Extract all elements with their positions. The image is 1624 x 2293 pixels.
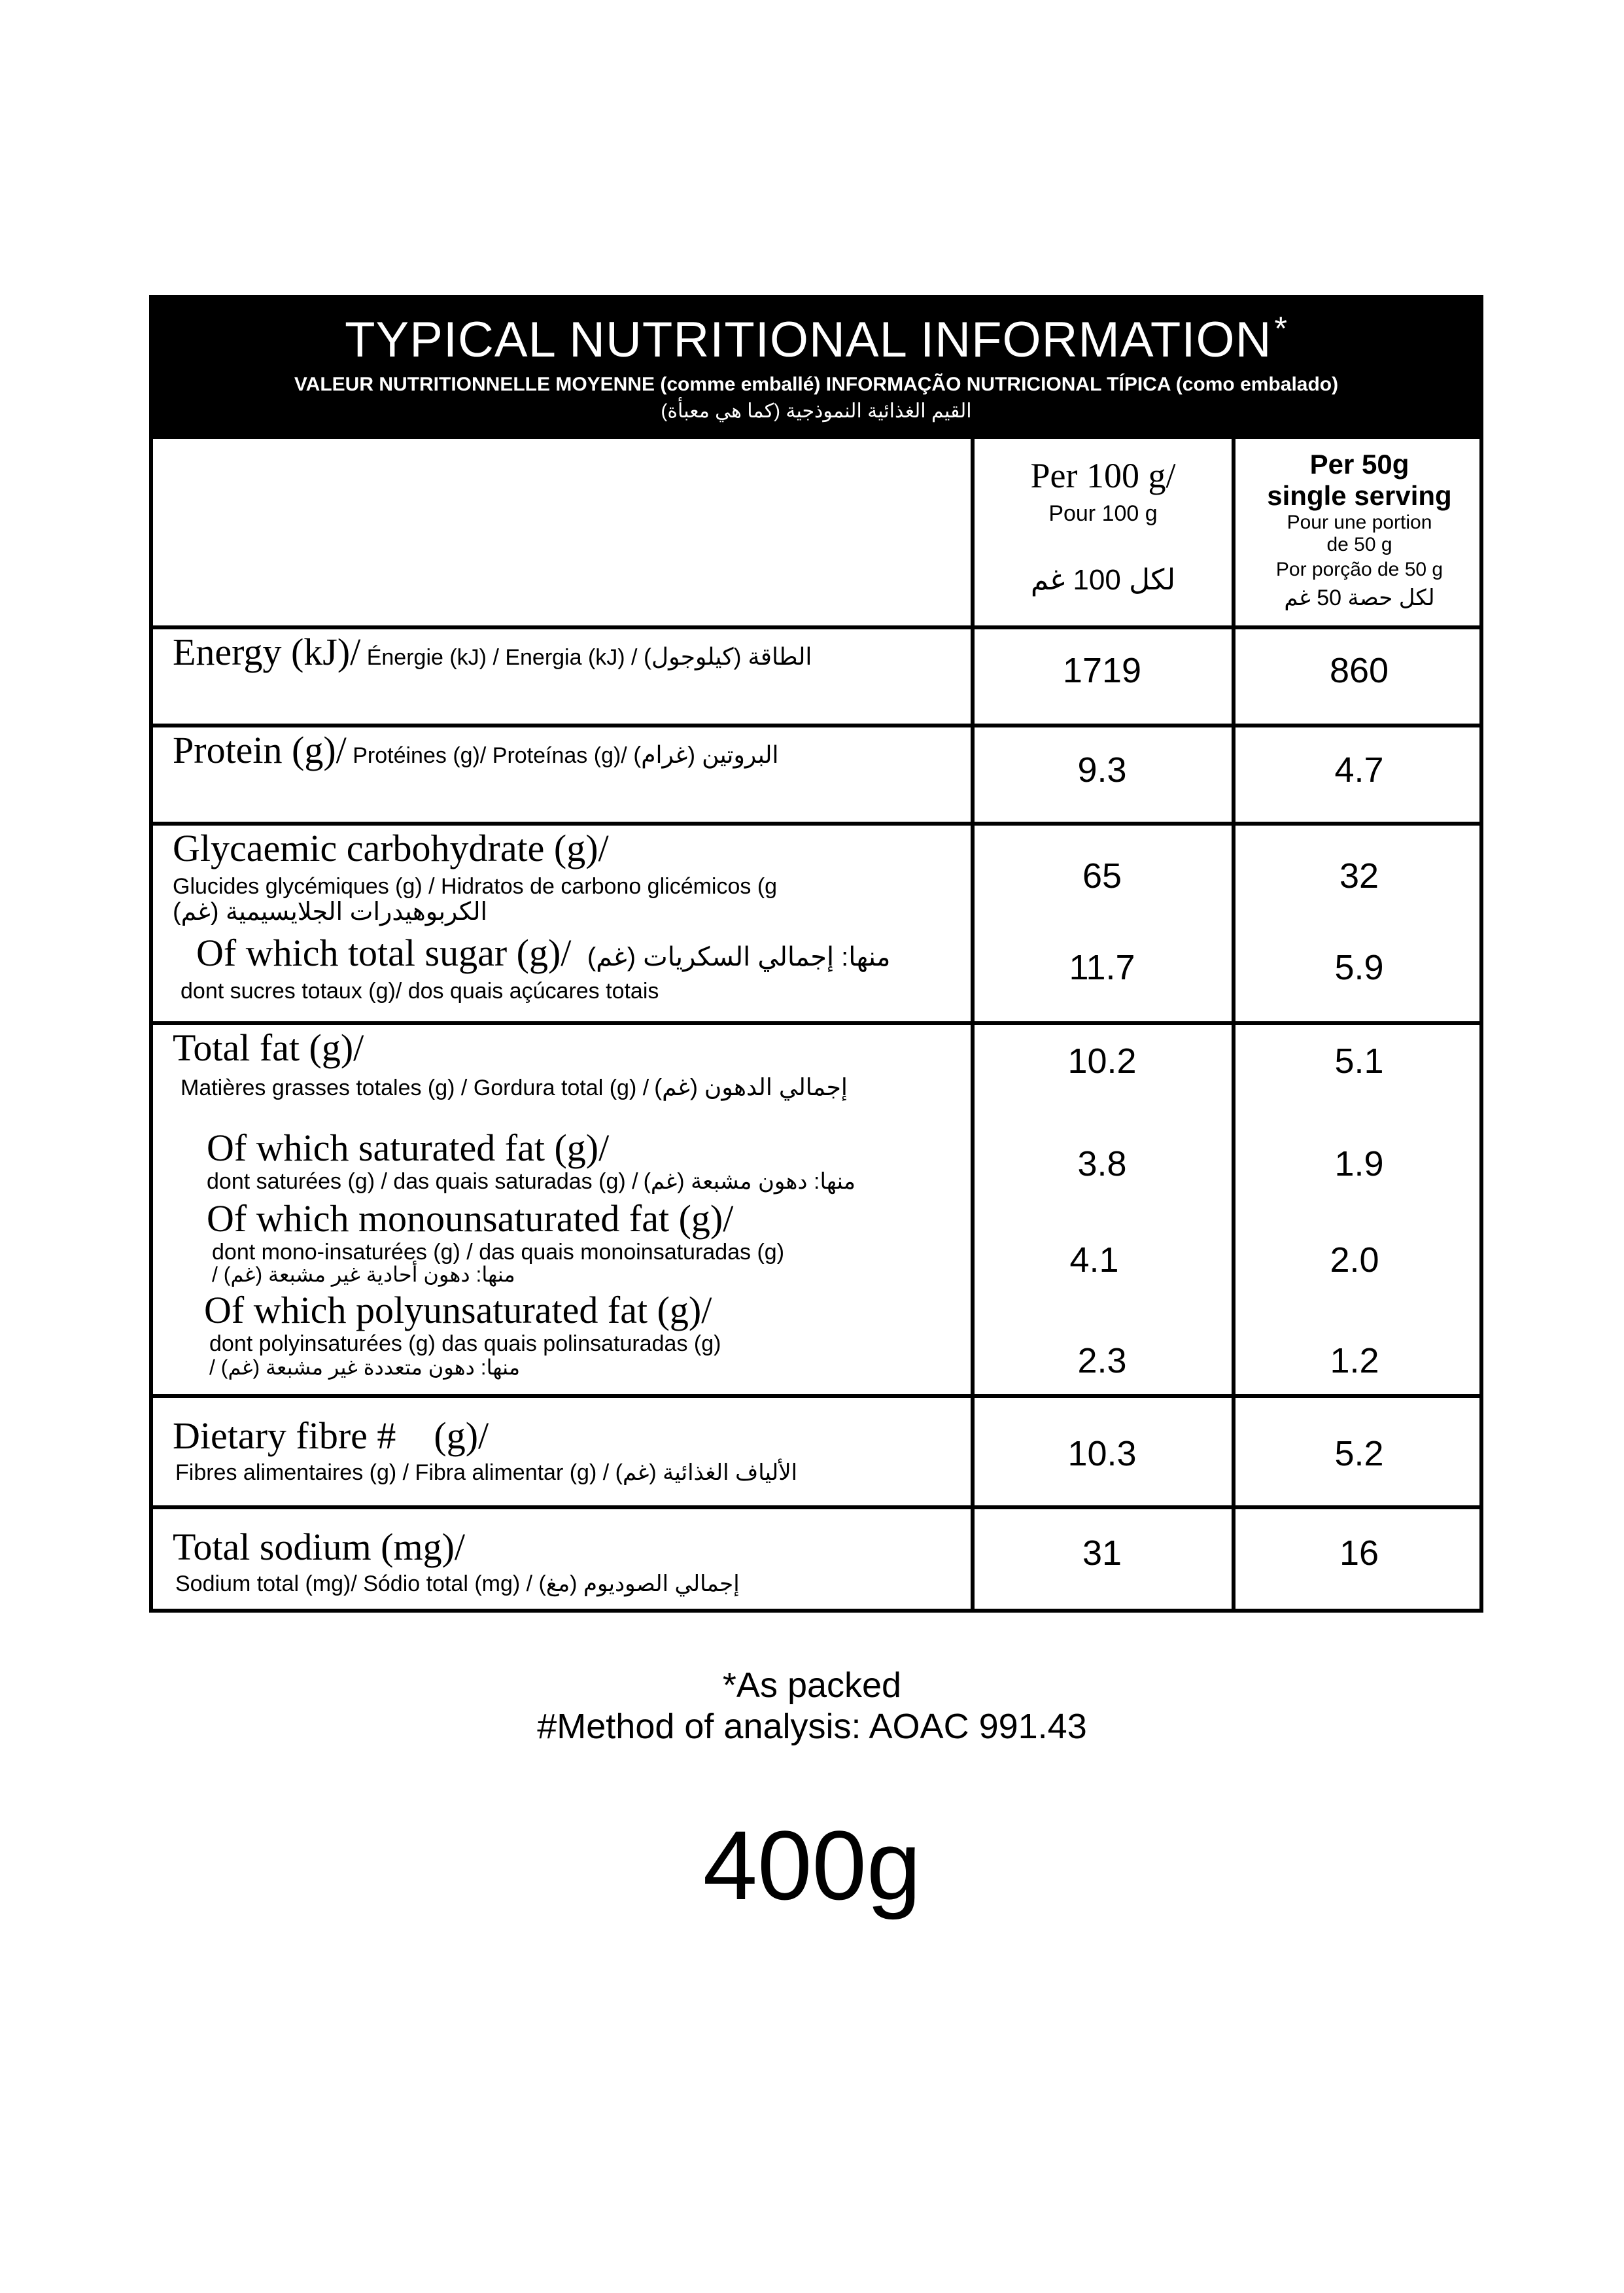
polyunsaturated-per50: 1.2 bbox=[1330, 1341, 1379, 1380]
carb-per100: 65 bbox=[1082, 856, 1122, 896]
sodium-per100: 31 bbox=[1082, 1533, 1122, 1573]
protein-per50: 4.7 bbox=[1334, 750, 1384, 790]
carb-label: Glycaemic carbohydrate (g)/ bbox=[173, 827, 609, 869]
net-weight: 400g bbox=[702, 1810, 922, 1920]
saturated-per100: 3.8 bbox=[1077, 1144, 1127, 1183]
sugar-label: Of which total sugar (g)/ منها: إجمالي السكريات (غم) bbox=[196, 932, 891, 974]
saturated-label: Of which saturated fat (g)/ bbox=[207, 1127, 610, 1169]
polyunsaturated-arabic: منها: دهون متعددة غير مشبعة (غم) / bbox=[209, 1356, 520, 1379]
monounsaturated-per100: 4.1 bbox=[1069, 1240, 1119, 1280]
row-divider bbox=[149, 1021, 1483, 1025]
energy-per100: 1719 bbox=[1062, 651, 1142, 690]
saturated-per50: 1.9 bbox=[1334, 1144, 1384, 1183]
monounsaturated-arabic: منها: دهون أحادية غير مشبعة (غم) / bbox=[212, 1263, 515, 1286]
monounsaturated-per50: 2.0 bbox=[1330, 1240, 1379, 1280]
polyunsaturated-per100: 2.3 bbox=[1077, 1341, 1127, 1380]
energy-per50: 860 bbox=[1329, 651, 1389, 690]
per50-column-header: Per 50g single serving Pour une portion de 50 g Por porção de 50 g لكل حصة 50 غم bbox=[1267, 449, 1452, 610]
fibre-label: Dietary fibre # (g)/ bbox=[173, 1414, 489, 1457]
sodium-translation: Sodium total (mg)/ Sódio total (mg) / إجمالي الصوديوم (مغ) bbox=[175, 1571, 740, 1596]
row-divider bbox=[149, 625, 1483, 629]
saturated-translation: dont saturées (g) / das quais saturadas (g) / منها: دهون مشبعة (غم) bbox=[207, 1169, 855, 1194]
monounsaturated-translation: dont mono-insaturées (g) / das quais monoinsaturadas (g) bbox=[212, 1240, 785, 1265]
carb-per50: 32 bbox=[1339, 856, 1379, 896]
table-subtitle: VALEUR NUTRITIONNELLE MOYENNE (comme emballé) INFORMAÇÃO NUTRICIONAL TÍPICA (como embalado) bbox=[294, 374, 1339, 395]
fat-label: Total fat (g)/ bbox=[173, 1026, 364, 1069]
carb-translation: Glucides glycémiques (g) / Hidratos de carbono glicémicos (g bbox=[173, 874, 778, 899]
fat-per100: 10.2 bbox=[1067, 1041, 1137, 1081]
fibre-translation: Fibres alimentaires (g) / Fibra alimentar (g) / الألياف الغذائية (غم) bbox=[175, 1460, 798, 1485]
sugar-per50: 5.9 bbox=[1334, 948, 1384, 987]
sugar-translation: dont sucres totaux (g)/ dos quais açúcares totais bbox=[181, 979, 659, 1004]
method-note: #Method of analysis: AOAC 991.43 bbox=[537, 1707, 1087, 1746]
nutrition-table bbox=[149, 295, 1483, 1613]
row-divider bbox=[149, 724, 1483, 727]
table-title: TYPICAL NUTRITIONAL INFORMATION* bbox=[345, 310, 1288, 368]
carb-arabic: الكربوهيدرات الجلايسيمية (غم) bbox=[173, 898, 488, 926]
sugar-per100: 11.7 bbox=[1069, 948, 1135, 987]
protein-per100: 9.3 bbox=[1077, 750, 1127, 790]
fat-translation: Matières grasses totales (g) / Gordura total (g) / إجمالي الدهون (غم) bbox=[181, 1074, 848, 1100]
energy-label: Energy (kJ)/ Énergie (kJ) / Energia (kJ) / الطاقة (كيلوجول) bbox=[173, 631, 812, 673]
protein-label: Protein (g)/ Protéines (g)/ Proteínas (g)/ البروتين (غرام) bbox=[173, 729, 779, 771]
table-subtitle-arabic: القيم الغذائية النموذجية (كما هي معبأة) bbox=[661, 400, 972, 422]
as-packed-note: *As packed bbox=[722, 1666, 902, 1705]
monounsaturated-label: Of which monounsaturated fat (g)/ bbox=[207, 1197, 734, 1240]
per100-column-header: Per 100 g/ Pour 100 g لكل 100 غم bbox=[1030, 456, 1176, 596]
polyunsaturated-translation: dont polyinsaturées (g) das quais polinsaturadas (g) bbox=[209, 1331, 721, 1356]
fat-per50: 5.1 bbox=[1334, 1041, 1384, 1081]
polyunsaturated-label: Of which polyunsaturated fat (g)/ bbox=[204, 1289, 712, 1331]
row-divider bbox=[149, 1505, 1483, 1509]
row-divider bbox=[149, 1394, 1483, 1398]
sodium-per50: 16 bbox=[1339, 1533, 1379, 1573]
fibre-per100: 10.3 bbox=[1067, 1434, 1137, 1473]
sodium-label: Total sodium (mg)/ bbox=[173, 1526, 466, 1568]
row-divider bbox=[149, 822, 1483, 826]
fibre-per50: 5.2 bbox=[1334, 1434, 1384, 1473]
